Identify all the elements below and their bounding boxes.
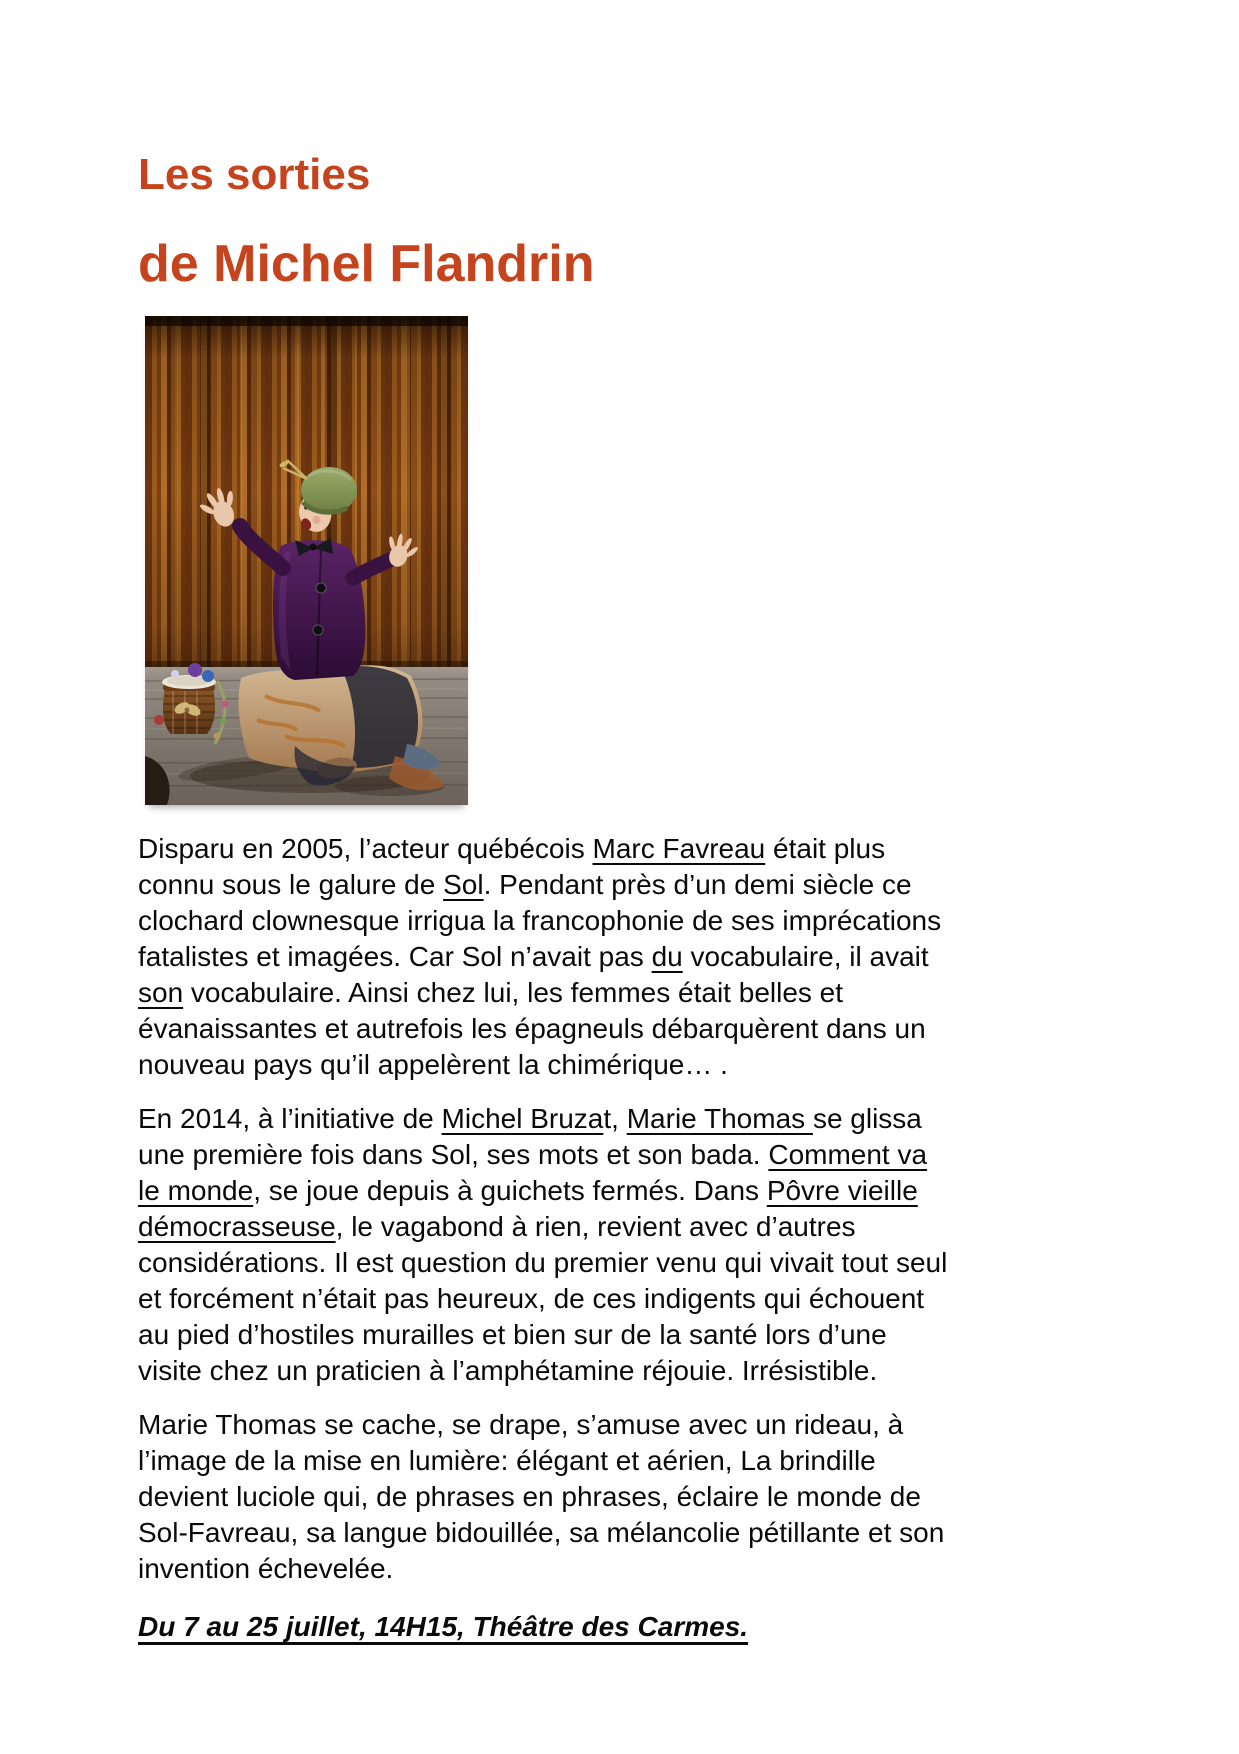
text-run: Disparu en 2005, l’acteur québécois (138, 833, 593, 865)
section-title: Les sorties (138, 150, 371, 199)
text-run: vocabulaire. Ainsi chez lui, les femmes était belles et évanaissantes et autrefois les épagneuls débarquèrent dans un nouveau pays qu’il appelèrent la chimérique… . (138, 977, 926, 1081)
text-run: se glissa une première fois dans Sol, ses mots et son bada. (138, 1103, 922, 1171)
text-run: était plus connu sous le galure de (138, 833, 886, 901)
underlined-phrase: Comment va le monde (138, 1139, 928, 1207)
text-run: , se joue depuis à guichets fermés. Dans (253, 1175, 767, 1207)
content-column (138, 0, 950, 1645)
underlined-phrase: Pôvre vieille démocrasseuse (138, 1175, 918, 1243)
blue-bow (202, 670, 214, 682)
underlined-phrase: Michel Bruza (441, 1103, 604, 1135)
article-body (138, 831, 950, 1587)
text-run: Marie Thomas se cache, se drape, s’amuse avec un rideau, à l’image de la mise en lumière: élégant et aérien, La brindille devient luciole qui, de phrases en phrases, éclaire le monde de Sol-Favreau, sa langue bidouillée, sa mélancolie pétillante et son invention échevelée. (138, 1409, 945, 1585)
paragraph (138, 831, 950, 1083)
text-run: . Pendant près d’un demi siècle ce clochard clownesque irrigua la francophonie de ses imprécations fatalistes et imagées. Car Sol n’avait pas (138, 869, 942, 973)
page-title: de Michel Flandrin (138, 234, 595, 293)
text-run: vocabulaire, il avait (682, 941, 929, 973)
event-schedule: Du 7 au 25 juillet, 14H15, Théâtre des Carmes. (138, 1611, 749, 1643)
underlined-phrase: Marc Favreau (592, 833, 766, 865)
stage-scene-illustration (145, 316, 468, 805)
text-run: , le vagabond à rien, revient avec d’autres considérations. Il est question du premier venu qui vivait tout seul et forcément n’était pas heureux, de ces indigents qui échouent au pied d’hostiles murailles et bien sur de la santé lors d’une visite chez un praticien à l’amphétamine réjouie. Irrésistible. (138, 1211, 948, 1387)
paragraph (138, 1101, 950, 1389)
performance-photo (145, 316, 468, 805)
underlined-phrase: Marie Thomas (626, 1103, 813, 1135)
paragraph (138, 1407, 950, 1587)
underlined-phrase: son (138, 977, 184, 1009)
underlined-phrase: Sol (443, 869, 484, 901)
text-run: t, (603, 1103, 627, 1135)
underlined-phrase: du (651, 941, 683, 973)
text-run: En 2014, à l’initiative de (138, 1103, 442, 1135)
purple-bow (188, 663, 202, 677)
